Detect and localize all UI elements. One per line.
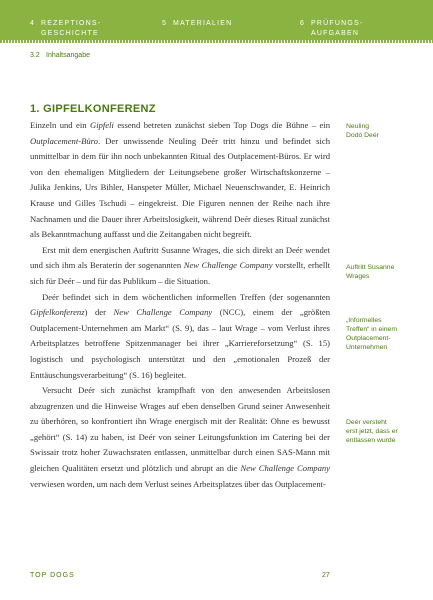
tab-materialien[interactable] <box>162 19 232 29</box>
tab-label-continued: AUFGABEN <box>311 29 360 37</box>
text-run: . Der unwissende Neuling Deér tritt hinzu und befindet sich unmittelbar in dem für ihn noch unbekannten Ritual des Outplacement-Büros. Er wird von den ehemaligen Mitgliedern der Leitungsebene großer Wirtschaftskonzerne – Julika Jenkins, Urs Bihler, Hanspeter Müller, Michael Neuenschwander, E. Heinrich Krause und Gilles Tschudi – eingekreist. Die Figuren nennen der Reihe nach ihre Nachnamen und die Dauer ihrer Arbeitslosigkeit, während Deér dieses Ritual zunächst als Bekanntmachung auffasst und die Zeitangaben nicht begreift. <box>30 135 330 240</box>
tab-label: REZEPTIONS- <box>41 20 102 27</box>
tab-number: 5 <box>162 20 168 27</box>
margin-note-line: Dodó Deér <box>346 132 379 139</box>
text-run: essend betreten zunächst sieben Top Dogs die Bühne – ein <box>113 120 330 130</box>
tab-label: PRÜFUNGS- <box>311 20 364 27</box>
text-run: vorstellt, erhellt sich für Deér – und für das Publikum – die Situation. <box>30 260 330 286</box>
margin-note-line: Wrages <box>346 273 370 280</box>
body-text <box>30 118 330 492</box>
chapter-title <box>30 103 156 115</box>
tab-number: 6 <box>300 20 306 27</box>
margin-note-line: Treffen“ in einem <box>346 326 397 333</box>
section-title: Inhaltsangabe <box>46 52 90 59</box>
text-run: ) der <box>84 307 114 318</box>
margin-note-line: Auftritt Susanne <box>346 264 395 271</box>
italic-run: Gipfelkonferenz <box>30 307 85 318</box>
text-run: Deér befindet sich in dem wöchentlichen informellen Treffen (der sogenannten <box>42 291 330 302</box>
dotted-divider <box>0 40 433 43</box>
paragraph <box>30 383 330 492</box>
margin-note-line: Neuling <box>346 123 370 130</box>
margin-note-line: erst jetzt, dass er <box>346 428 398 435</box>
italic-run: New Challenge Company <box>113 307 213 318</box>
italic-run: Gipfeli <box>90 120 114 130</box>
paragraph <box>30 243 330 290</box>
header-bar <box>0 0 433 40</box>
italic-run: New Challenge Company <box>183 260 273 271</box>
text-run: Erst mit dem energischen Auftritt Susanne Wrages, die sich direkt an Deér wendet und sich ihm als Beraterin der sogenannten <box>30 244 330 271</box>
margin-note <box>346 316 421 352</box>
margin-note-line: „Informelles <box>346 317 382 324</box>
margin-note-line: Deér versteht <box>346 419 387 426</box>
tab-number: 4 <box>30 20 36 27</box>
footer-book-title: TOP DOGS <box>30 572 75 579</box>
tab-pruefungsaufgaben[interactable] <box>300 19 363 38</box>
margin-note-line: entlassen wurde <box>346 437 396 444</box>
margin-note-line: Outplacement-Unternehmen <box>346 335 391 351</box>
text-run: verwiesen worden, um nach dem Verlust seines Arbeitsplatzes über das Outplacement- <box>30 478 326 489</box>
page-number: 27 <box>322 572 330 579</box>
paragraph <box>30 290 330 384</box>
tab-label-continued: GESCHICHTE <box>41 29 99 37</box>
italic-run: New Challenge Company <box>240 463 330 474</box>
margin-note <box>346 122 421 140</box>
paragraph <box>30 118 330 243</box>
tab-label: MATERIALIEN <box>173 20 233 27</box>
section-number: 3.2 <box>30 52 40 59</box>
chapter-title-text: 1. GIPFELKONFERENZ <box>30 103 156 115</box>
italic-run: Outplacement-Büro <box>30 135 98 146</box>
margin-note <box>346 263 421 281</box>
text-run: Einzeln und ein <box>30 120 90 130</box>
text-run: (NCC), einem der „größten Outplacement-Unternehmen am Markt“ (S. 9), das – laut Wrage – vom Verlust ihres Arbeitsplatzes betroffene Spitzenmanager bei ihrer „Karriereforsetzung“ (S. 15) logistisch und psychologisch unterstützt und den „emotionalen Prozeß der Enttäuschungsverarbeitung“ (S. 16) begleitet. <box>30 307 330 380</box>
margin-note <box>346 418 421 445</box>
section-reference <box>30 52 90 59</box>
tab-rezeptionsgeschichte[interactable] <box>30 19 101 38</box>
text-run: Versucht Deér sich zunächst krampfhaft von den anwesenden Arbeitslosen abzugrenzen und die Hinweise Wrages auf eben denselben Grund seiner Anwesenheit zu überhören, so konfrontiert ihn Wrage energisch mit der Realität: Ohne es bewusst „gehört“ (S. 14) zu haben, ist Deér von seiner Leitungsfunktion im Catering bei der Swissair trotz hoher Zuwachsraten entlassen, unmittelbar durch einen SAS-Mann mit gleichen Qualitäten ersetzt und plötzlich und abrupt an die <box>30 385 330 474</box>
